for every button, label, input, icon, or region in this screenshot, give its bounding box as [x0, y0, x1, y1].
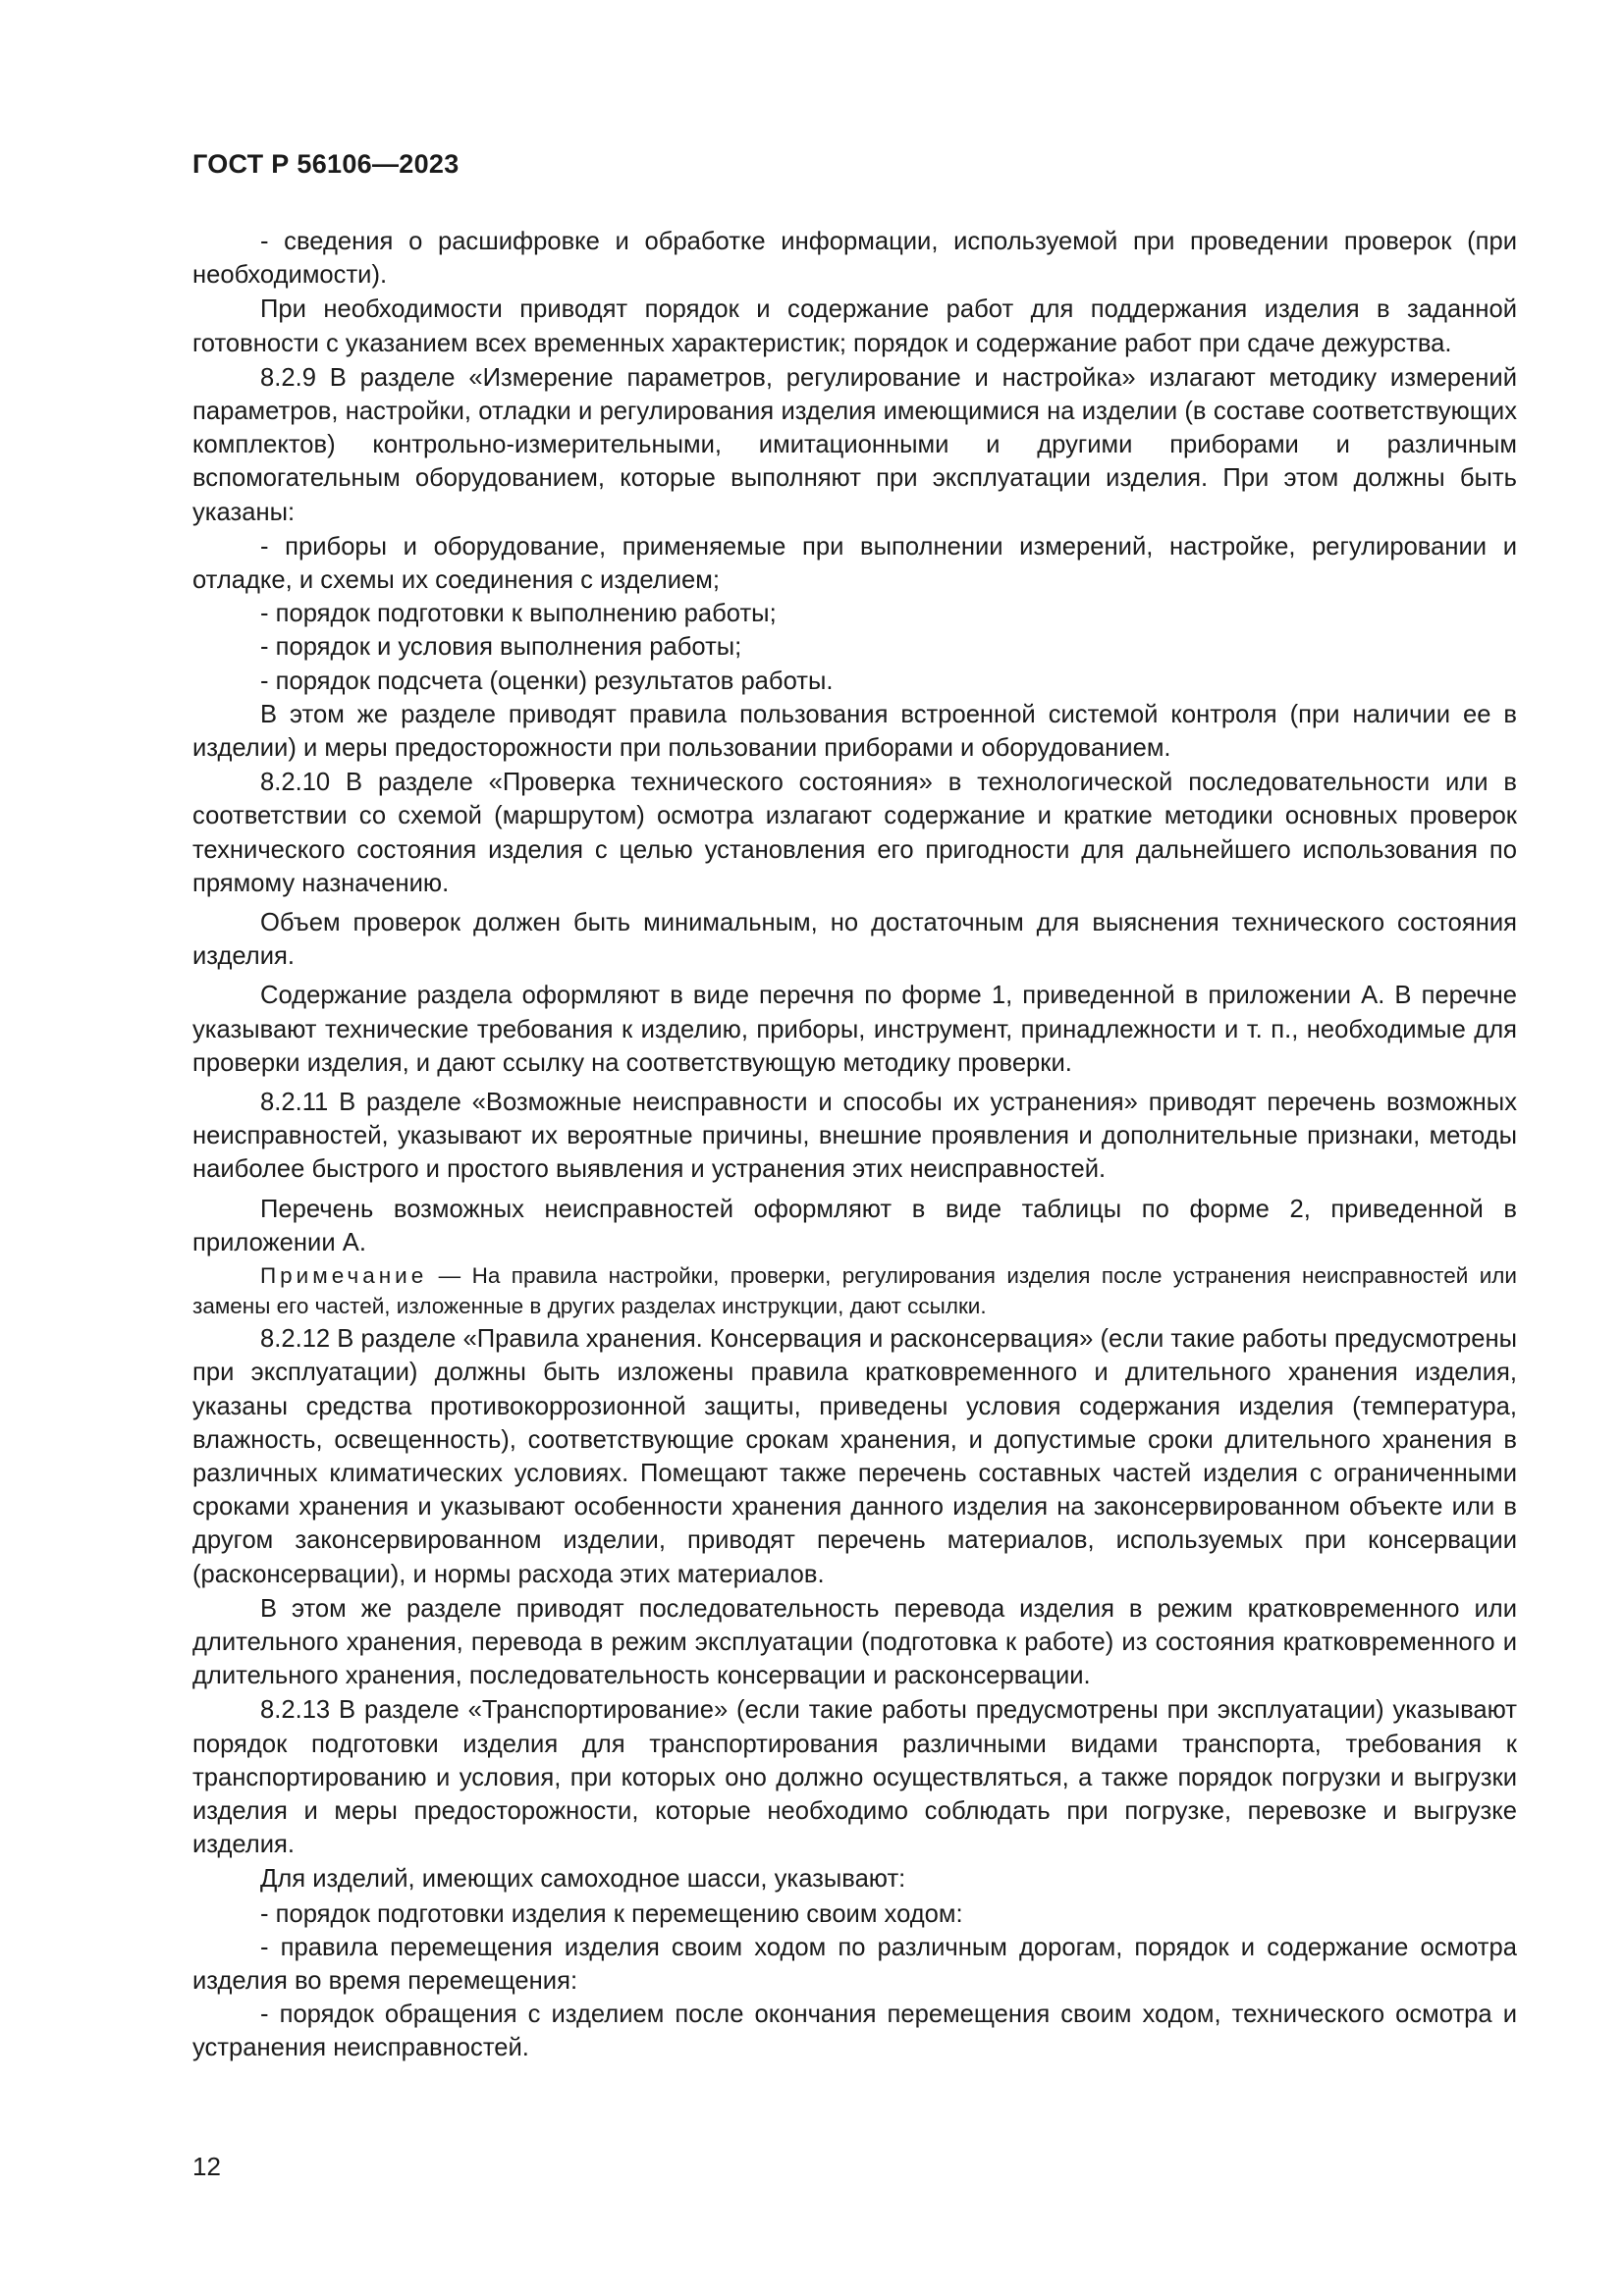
paragraph: Перечень возможных неисправностей оформляют в виде таблицы по форме 2, приведенной в приложении А.: [192, 1195, 1517, 1256]
paragraph: Для изделий, имеющих самоходное шасси, указывают:: [260, 1865, 906, 1894]
list-item: - правила перемещения изделия своим ходом по различным дорогам, порядок и содержание осмотра изделия во время перемещения:: [192, 1933, 1517, 1995]
list-item: - порядок подсчета (оценки) результатов работы.: [260, 667, 834, 695]
paragraph: 8.2.11 В разделе «Возможные неисправности и способы их устранения» приводят перечень возможных неисправностей, указывают их вероятные причины, внешние проявления и дополнительные признаки, методы наиболее быстрого и простого выявления и устранения этих неисправностей.: [192, 1089, 1517, 1184]
paragraph: - сведения о расшифровке и обработке информации, используемой при проведении проверок (при необходимости).: [192, 228, 1517, 290]
paragraph: При необходимости приводят порядок и содержание работ для поддержания изделия в заданной готовности с указанием всех временных характеристик; порядок и содержание работ при сдаче дежурства.: [192, 295, 1517, 357]
note: [192, 1260, 1517, 1321]
page-number: 12: [192, 2152, 221, 2181]
paragraph: Объем проверок должен быть минимальным, но достаточным для выяснения технического состояния изделия.: [192, 909, 1517, 971]
list-item: - порядок подготовки к выполнению работы;: [260, 600, 777, 628]
note-text: — На правила настройки, проверки, регулирования изделия после устранения неисправностей или замены его частей, изложенные в других разделах инструкции, дают ссылки.: [192, 1263, 1517, 1319]
paragraph: 8.2.9 В разделе «Измерение параметров, регулирование и настройка» излагают методику измерений параметров, настройки, отладки и регулирования изделия имеющимися на изделии (в составе соответствующих комплектов) контрольно-измерительными, имитационными и другими приборами и различным вспомогательным оборудованием, которые выполняют при эксплуатации изделия. При этом должны быть указаны:: [192, 363, 1517, 526]
list-item: - приборы и оборудование, применяемые при выполнении измерений, настройке, регулировании и отладке, и схемы их соединения с изделием;: [192, 532, 1517, 595]
paragraph: 8.2.10 В разделе «Проверка технического состояния» в технологической последовательности или в соответствии со схемой (маршрутом) осмотра излагают содержание и краткие методики основных проверок технического состояния изделия с целью установления его пригодности для дальнейшего использования по прямому назначению.: [192, 769, 1517, 897]
paragraph: В этом же разделе приводят правила пользования встроенной системой контроля (при наличии ее в изделии) и меры предосторожности при пользовании приборами и оборудованием.: [192, 700, 1517, 763]
paragraph: 8.2.13 В разделе «Транспортирование» (если такие работы предусмотрены при эксплуатации) указывают порядок подготовки изделия для транспортирования различными видами транспорта, требования к транспортированию и условия, при которых оно должно осуществляться, а также порядок погрузки и выгрузки изделия и меры предосторожности, которые необходимо соблюдать при погрузке, перевозке и выгрузке изделия.: [192, 1696, 1517, 1859]
document-body: [192, 225, 1517, 2065]
list-item: - порядок обращения с изделием после окончания перемещения своим ходом, технического осмотра и устранения неисправностей.: [192, 2001, 1517, 2062]
paragraph: В этом же разделе приводят последовательность перевода изделия в режим кратковременного или длительного хранения, перевода в режим эксплуатации (подготовка к работе) из состояния кратковременного и длительного хранения, последовательность консервации и расконсервации.: [192, 1594, 1517, 1690]
note-label: Примечание: [260, 1263, 428, 1289]
document-header: ГОСТ Р 56106—2023: [192, 149, 460, 179]
list-item: - порядок подготовки изделия к перемещению своим ходом:: [260, 1899, 963, 1928]
paragraph: Содержание раздела оформляют в виде перечня по форме 1, приведенной в приложении А. В перечне указывают технические требования к изделию, приборы, инструмент, принадлежности и т. п., необходимые для проверки изделия, и дают ссылку на соответствующую методику проверки.: [192, 982, 1517, 1077]
paragraph: 8.2.12 В разделе «Правила хранения. Консервация и расконсервация» (если такие работы предусмотрены при эксплуатации) должны быть изложены правила кратковременного и длительного хранения изделия, указаны средства противокоррозионной защиты, приведены условия содержания изделия (температура, влажность, освещенность), соответствующие срокам хранения, и допустимые сроки длительного хранения в различных климатических условиях. Помещают также перечень составных частей изделия с ограниченными сроками хранения и указывают особенности хранения данного изделия на законсервированном объекте или в другом законсервированном изделии, приводят перечень материалов, используемых при консервации (расконсервации), и нормы расхода этих материалов.: [192, 1325, 1517, 1588]
list-item: - порядок и условия выполнения работы;: [260, 633, 742, 662]
